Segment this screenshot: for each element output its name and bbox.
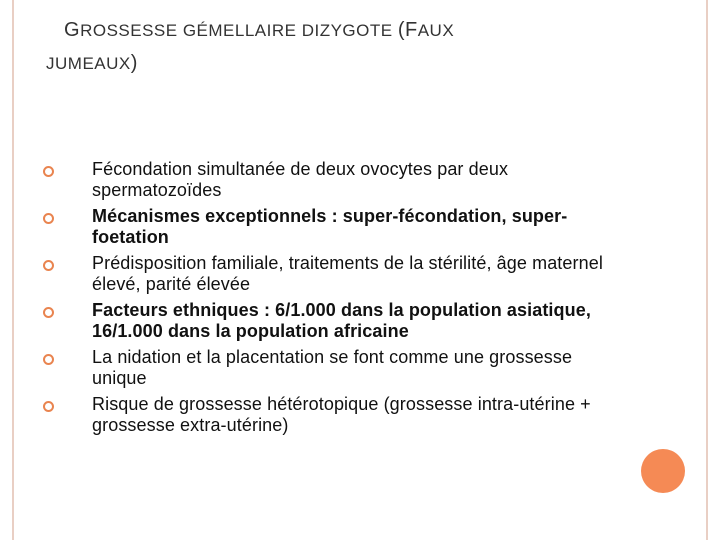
- bullet-item: [43, 206, 603, 248]
- title-small-caps-3: JUMEAUX: [46, 54, 131, 73]
- title-line-2: [46, 47, 606, 80]
- right-decorative-rule: [706, 0, 708, 540]
- bullet-item: [43, 394, 603, 436]
- bullet-text: Mécanismes exceptionnels : super-fécondation, super-foetation: [92, 206, 568, 247]
- circle-bullet-icon: [43, 307, 54, 318]
- circle-bullet-icon: [43, 260, 54, 271]
- bullet-item: [43, 253, 603, 295]
- circle-bullet-icon: [43, 166, 54, 177]
- bullet-item: [43, 159, 603, 201]
- circle-bullet-icon: [43, 401, 54, 412]
- title-open-paren: (: [397, 19, 405, 41]
- bullet-text: Prédisposition familiale, traitements de la stérilité, âge maternel élevé, parité élevée: [92, 253, 603, 294]
- bullet-text: La nidation et la placentation se font comme une grossesse unique: [92, 347, 573, 388]
- title-close-paren: ): [130, 52, 138, 74]
- title-second-cap: F: [404, 19, 418, 41]
- title-small-caps-2: AUX: [417, 21, 455, 40]
- title-small-caps: ROSSESSE GÉMELLAIRE DIZYGOTE: [80, 21, 398, 40]
- accent-circle: [641, 449, 685, 493]
- bullet-text: Risque de grossesse hétérotopique (grossesse intra-utérine + grossesse extra-utérine): [92, 394, 591, 435]
- circle-bullet-icon: [43, 213, 54, 224]
- bullet-text: Facteurs ethniques : 6/1.000 dans la population asiatique, 16/1.000 dans la population africaine: [92, 300, 591, 341]
- bullet-list: [43, 159, 603, 441]
- bullet-item: [43, 347, 603, 389]
- title-line-1: [46, 14, 606, 47]
- title-initial-cap: G: [64, 19, 81, 41]
- bullet-item: [43, 300, 603, 342]
- slide-title: [46, 14, 606, 80]
- left-decorative-rule: [12, 0, 14, 540]
- circle-bullet-icon: [43, 354, 54, 365]
- bullet-text: Fécondation simultanée de deux ovocytes par deux spermatozoïdes: [92, 159, 509, 200]
